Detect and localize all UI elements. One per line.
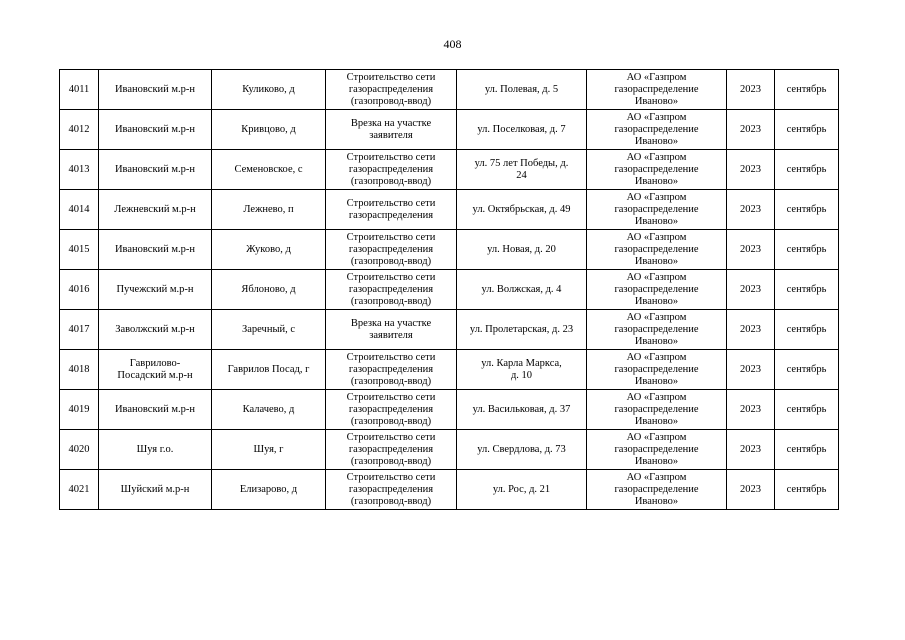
- address-cell: ул. Карла Маркса, д. 10: [457, 350, 587, 390]
- organization-cell: АО «Газпром газораспределение Иваново»: [587, 350, 727, 390]
- locality-cell: Куликово, д: [212, 70, 326, 110]
- address-cell: ул. Волжская, д. 4: [457, 270, 587, 310]
- organization-cell: АО «Газпром газораспределение Иваново»: [587, 390, 727, 430]
- table-row: [60, 190, 839, 230]
- work-type-cell: Строительство сети газораспределения (газопровод-ввод): [326, 150, 457, 190]
- table-row: [60, 230, 839, 270]
- locality-cell: Гаврилов Посад, г: [212, 350, 326, 390]
- table-row: [60, 70, 839, 110]
- month-cell: сентябрь: [775, 230, 839, 270]
- district-cell: Гаврилово- Посадский м.р-н: [99, 350, 212, 390]
- work-type-cell: Строительство сети газораспределения (газопровод-ввод): [326, 470, 457, 510]
- year-cell: 2023: [727, 270, 775, 310]
- work-type-cell: Строительство сети газораспределения (газопровод-ввод): [326, 70, 457, 110]
- row-number-cell: 4018: [60, 350, 99, 390]
- year-cell: 2023: [727, 230, 775, 270]
- district-cell: Ивановский м.р-н: [99, 150, 212, 190]
- district-cell: Шуя г.о.: [99, 430, 212, 470]
- organization-cell: АО «Газпром газораспределение Иваново»: [587, 110, 727, 150]
- table-row: [60, 350, 839, 390]
- district-cell: Лежневский м.р-н: [99, 190, 212, 230]
- locality-cell: Калачево, д: [212, 390, 326, 430]
- organization-cell: АО «Газпром газораспределение Иваново»: [587, 190, 727, 230]
- row-number-cell: 4019: [60, 390, 99, 430]
- address-cell: ул. Свердлова, д. 73: [457, 430, 587, 470]
- locality-cell: Шуя, г: [212, 430, 326, 470]
- organization-cell: АО «Газпром газораспределение Иваново»: [587, 470, 727, 510]
- work-type-cell: Врезка на участке заявителя: [326, 110, 457, 150]
- locality-cell: Кривцово, д: [212, 110, 326, 150]
- month-cell: сентябрь: [775, 470, 839, 510]
- row-number-cell: 4011: [60, 70, 99, 110]
- address-cell: ул. 75 лет Победы, д. 24: [457, 150, 587, 190]
- row-number-cell: 4020: [60, 430, 99, 470]
- locality-cell: Семеновское, с: [212, 150, 326, 190]
- work-type-cell: Врезка на участке заявителя: [326, 310, 457, 350]
- year-cell: 2023: [727, 390, 775, 430]
- organization-cell: АО «Газпром газораспределение Иваново»: [587, 270, 727, 310]
- district-cell: Ивановский м.р-н: [99, 110, 212, 150]
- locality-cell: Яблоново, д: [212, 270, 326, 310]
- row-number-cell: 4016: [60, 270, 99, 310]
- month-cell: сентябрь: [775, 190, 839, 230]
- row-number-cell: 4014: [60, 190, 99, 230]
- organization-cell: АО «Газпром газораспределение Иваново»: [587, 310, 727, 350]
- work-type-cell: Строительство сети газораспределения (газопровод-ввод): [326, 270, 457, 310]
- row-number-cell: 4013: [60, 150, 99, 190]
- month-cell: сентябрь: [775, 350, 839, 390]
- organization-cell: АО «Газпром газораспределение Иваново»: [587, 70, 727, 110]
- district-cell: Ивановский м.р-н: [99, 390, 212, 430]
- table-row: [60, 430, 839, 470]
- month-cell: сентябрь: [775, 270, 839, 310]
- address-cell: ул. Васильковая, д. 37: [457, 390, 587, 430]
- work-type-cell: Строительство сети газораспределения (газопровод-ввод): [326, 430, 457, 470]
- year-cell: 2023: [727, 150, 775, 190]
- address-cell: ул. Рос, д. 21: [457, 470, 587, 510]
- district-cell: Шуйский м.р-н: [99, 470, 212, 510]
- month-cell: сентябрь: [775, 430, 839, 470]
- row-number-cell: 4015: [60, 230, 99, 270]
- locality-cell: Жуково, д: [212, 230, 326, 270]
- year-cell: 2023: [727, 70, 775, 110]
- organization-cell: АО «Газпром газораспределение Иваново»: [587, 150, 727, 190]
- work-type-cell: Строительство сети газораспределения (газопровод-ввод): [326, 350, 457, 390]
- month-cell: сентябрь: [775, 310, 839, 350]
- organization-cell: АО «Газпром газораспределение Иваново»: [587, 230, 727, 270]
- month-cell: сентябрь: [775, 70, 839, 110]
- work-type-cell: Строительство сети газораспределения (газопровод-ввод): [326, 230, 457, 270]
- month-cell: сентябрь: [775, 390, 839, 430]
- table-row: [60, 310, 839, 350]
- year-cell: 2023: [727, 190, 775, 230]
- address-cell: ул. Поселковая, д. 7: [457, 110, 587, 150]
- address-cell: ул. Пролетарская, д. 23: [457, 310, 587, 350]
- work-type-cell: Строительство сети газораспределения (газопровод-ввод): [326, 390, 457, 430]
- table-body: [60, 70, 839, 510]
- table-row: [60, 470, 839, 510]
- district-cell: Пучежский м.р-н: [99, 270, 212, 310]
- row-number-cell: 4021: [60, 470, 99, 510]
- year-cell: 2023: [727, 350, 775, 390]
- district-cell: Ивановский м.р-н: [99, 70, 212, 110]
- table-row: [60, 110, 839, 150]
- address-cell: ул. Новая, д. 20: [457, 230, 587, 270]
- locality-cell: Лежнево, п: [212, 190, 326, 230]
- work-type-cell: Строительство сети газораспределения: [326, 190, 457, 230]
- address-cell: ул. Полевая, д. 5: [457, 70, 587, 110]
- address-cell: ул. Октябрьская, д. 49: [457, 190, 587, 230]
- month-cell: сентябрь: [775, 150, 839, 190]
- year-cell: 2023: [727, 110, 775, 150]
- page-number: 408: [443, 37, 462, 51]
- gasification-table: [59, 69, 839, 510]
- locality-cell: Заречный, с: [212, 310, 326, 350]
- organization-cell: АО «Газпром газораспределение Иваново»: [587, 430, 727, 470]
- table-row: [60, 390, 839, 430]
- district-cell: Ивановский м.р-н: [99, 230, 212, 270]
- year-cell: 2023: [727, 430, 775, 470]
- year-cell: 2023: [727, 310, 775, 350]
- table-row: [60, 270, 839, 310]
- row-number-cell: 4017: [60, 310, 99, 350]
- row-number-cell: 4012: [60, 110, 99, 150]
- year-cell: 2023: [727, 470, 775, 510]
- table-row: [60, 150, 839, 190]
- month-cell: сентябрь: [775, 110, 839, 150]
- locality-cell: Елизарово, д: [212, 470, 326, 510]
- district-cell: Заволжский м.р-н: [99, 310, 212, 350]
